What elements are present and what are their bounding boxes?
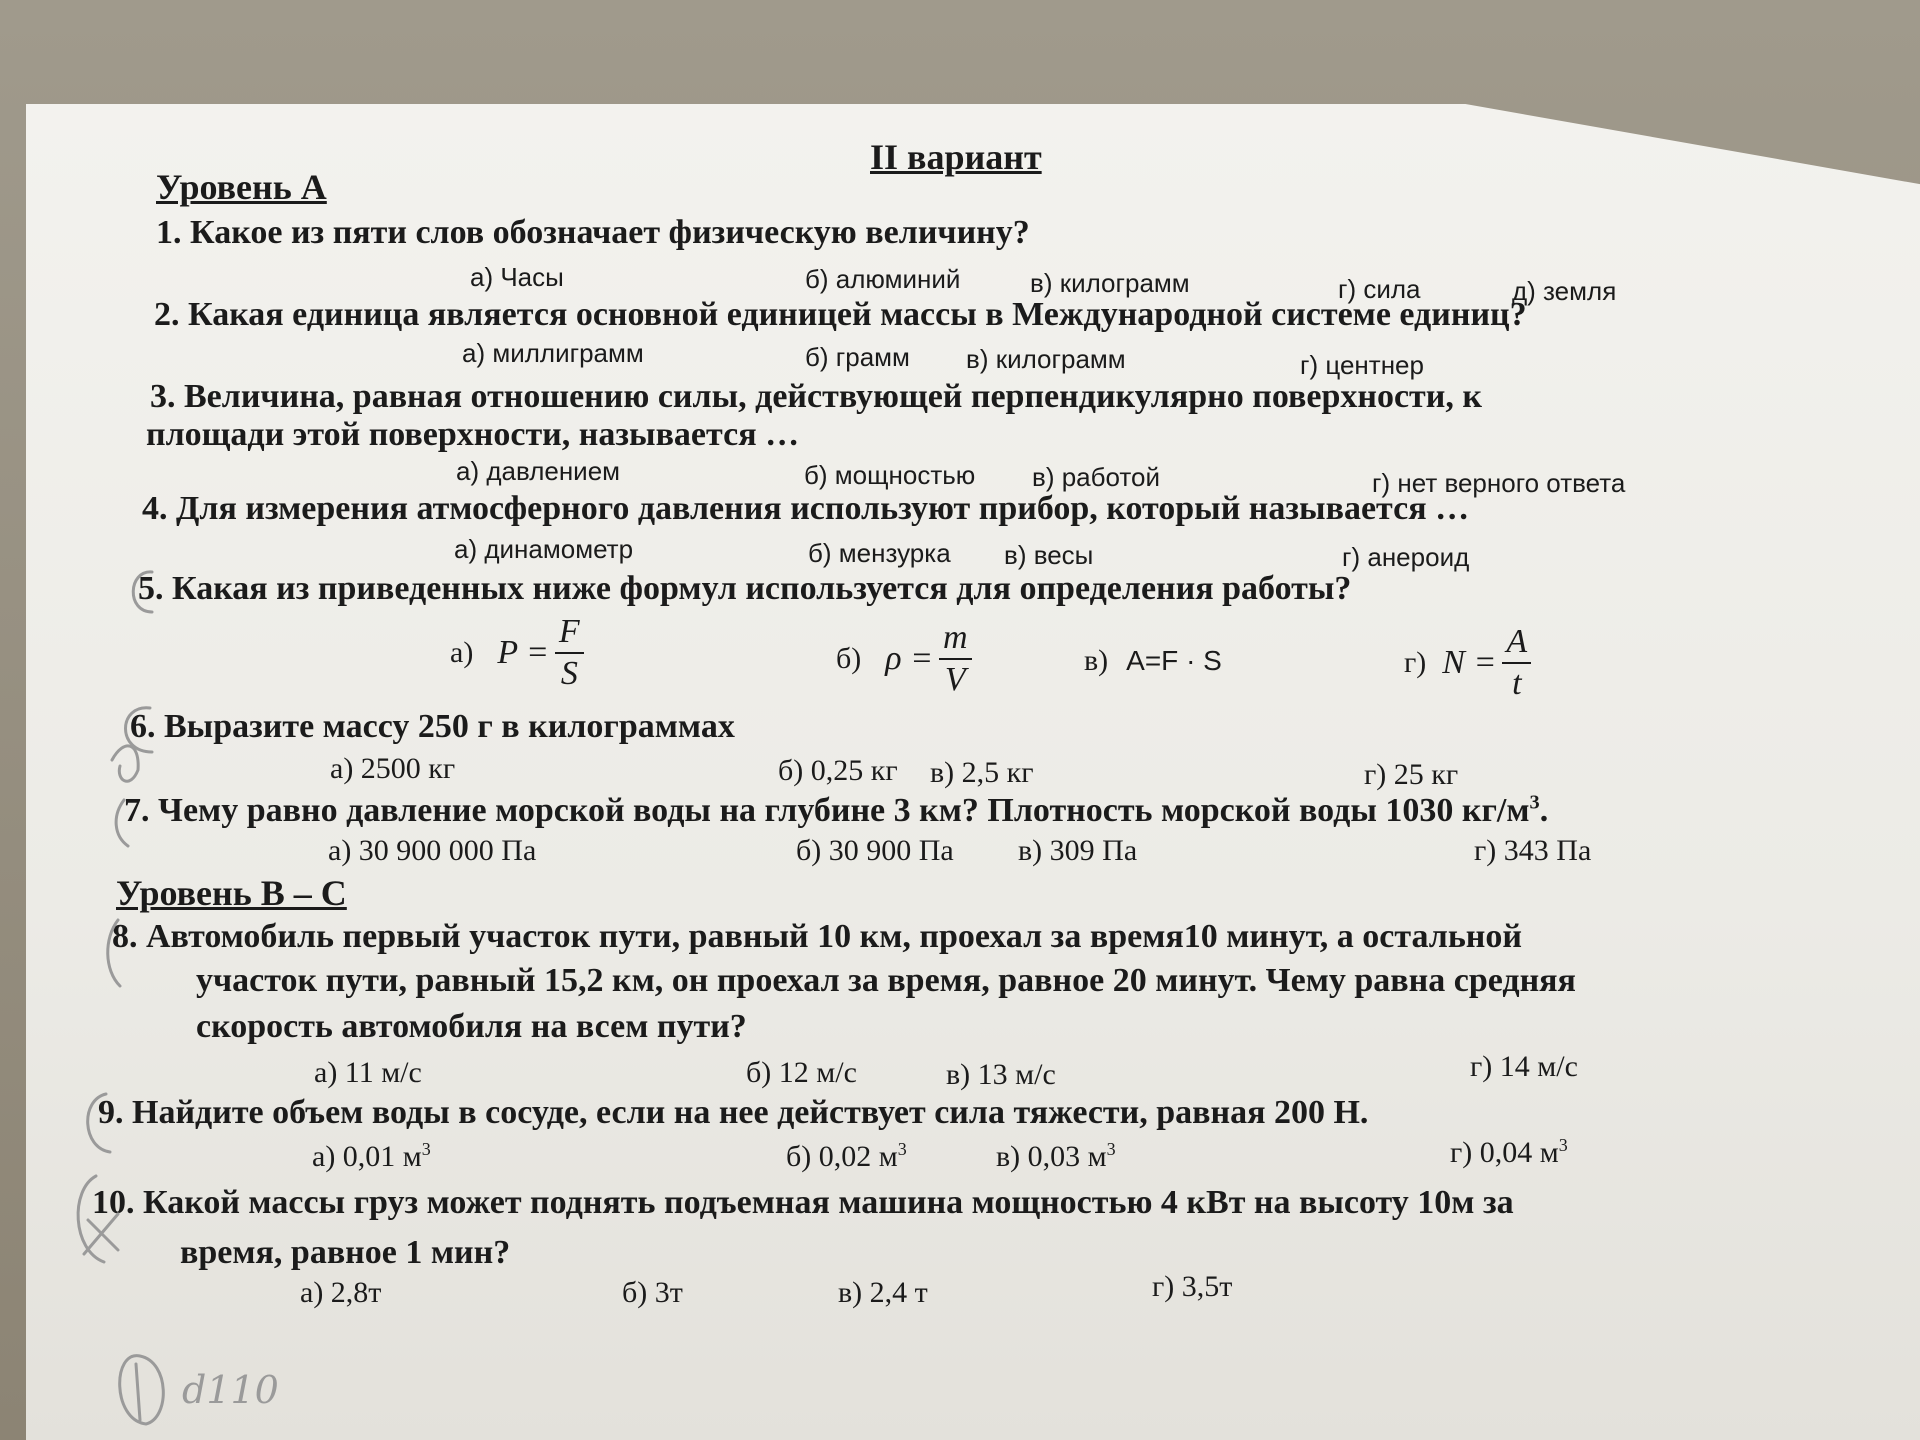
q5-option-a-lhs: P =	[497, 634, 549, 671]
q5-option-b-label: б)	[836, 642, 862, 675]
q10-option-d: г) 3,5т	[1152, 1270, 1233, 1303]
q10-option-c: в) 2,4 т	[838, 1276, 928, 1309]
q7-option-c: в) 309 Па	[1018, 834, 1138, 867]
q6-option-b: б) 0,25 кг	[778, 754, 898, 787]
q2-option-b: б) грамм	[805, 342, 910, 372]
q1-option-c: в) килограмм	[1030, 268, 1190, 298]
question-7-superscript: 3	[1529, 791, 1540, 814]
question-5: 5. Какая из приведенных ниже формул используется для определения работы?	[138, 570, 1352, 607]
q3-option-a: а) давлением	[456, 456, 621, 486]
question-8-line-1: 8. Автомобиль первый участок пути, равный 10 км, проехал за время10 минут, а остальной	[112, 918, 1522, 955]
q8-option-c: в) 13 м/с	[946, 1058, 1056, 1091]
question-10-line-2: время, равное 1 мин?	[180, 1234, 511, 1271]
question-3-line-2: площади этой поверхности, называется …	[146, 416, 800, 453]
q3-option-b: б) мощностью	[804, 460, 976, 490]
pencil-circle-bottom	[120, 1356, 164, 1424]
question-3-line-1: 3. Величина, равная отношению силы, действующей перпендикулярно поверхности, к	[150, 378, 1482, 415]
level-bc-heading: Уровень В – С	[116, 873, 347, 913]
q8-option-d: г) 14 м/с	[1470, 1050, 1578, 1083]
q5-option-a-label: а)	[450, 636, 474, 669]
q5-option-d-numerator: A	[1502, 622, 1531, 664]
q5-option-a-denominator: S	[560, 655, 578, 692]
q10-option-b: б) 3т	[622, 1276, 683, 1309]
q9-option-d-text: г) 0,04 м	[1450, 1136, 1559, 1169]
q2-option-d: г) центнер	[1300, 350, 1424, 380]
q9-option-a-text: а) 0,01 м	[312, 1140, 422, 1173]
pencil-cross-q10	[78, 1176, 118, 1262]
question-8-line-2: участок пути, равный 15,2 км, он проехал за время, равное 20 минут. Чему равна средняя	[196, 962, 1576, 999]
question-1: 1. Какое из пяти слов обозначает физическую величину?	[156, 214, 1030, 251]
level-a-heading: Уровень А	[156, 167, 327, 207]
question-4: 4. Для измерения атмосферного давления используют прибор, который называется …	[142, 490, 1470, 527]
q9-option-b-text: б) 0,02 м	[786, 1140, 898, 1173]
q5-option-c-formula: A=F · S	[1126, 645, 1222, 676]
q8-option-b: б) 12 м/с	[746, 1056, 857, 1089]
q5-option-d-lhs: N =	[1442, 644, 1497, 681]
q4-option-d: г) анероид	[1342, 542, 1470, 572]
q5-option-d-label: г)	[1404, 646, 1427, 679]
q5-option-d-denominator: t	[1512, 665, 1522, 702]
question-2: 2. Какая единица является основной единицей массы в Международной системе единиц?	[154, 296, 1527, 333]
q4-option-b: б) мензурка	[808, 538, 951, 568]
question-10-line-1: 10. Какой массы груз может поднять подъемная машина мощностью 4 кВт на высоту 10м за	[92, 1184, 1514, 1221]
pencil-circle-q9	[88, 1094, 110, 1152]
q5-option-c-label: в)	[1084, 644, 1109, 677]
q9-option-b-superscript: 3	[897, 1139, 907, 1159]
q1-option-a: а) Часы	[470, 262, 564, 292]
question-6: 6. Выразите массу 250 г в килограммах	[130, 708, 735, 745]
q1-option-d: г) сила	[1338, 274, 1421, 304]
q5-option-b-numerator: m	[939, 618, 972, 660]
q2-option-c: в) килограмм	[966, 344, 1126, 374]
q10-option-a: а) 2,8т	[300, 1276, 382, 1309]
q1-option-b: б) алюминий	[805, 264, 961, 294]
pencil-mark-q8	[108, 920, 120, 986]
question-7-text: 7. Чему равно давление морской воды на глубине 3 км? Плотность морской воды 1030 кг/м	[124, 792, 1530, 829]
q9-option-a-superscript: 3	[421, 1139, 431, 1159]
variant-title: II вариант	[870, 137, 1042, 177]
question-9: 9. Найдите объем воды в сосуде, если на нее действует сила тяжести, равная 200 Н.	[98, 1094, 1369, 1131]
q6-option-c: в) 2,5 кг	[930, 756, 1034, 789]
q9-option-d-superscript: 3	[1558, 1135, 1568, 1155]
q8-option-a: а) 11 м/с	[314, 1056, 422, 1089]
question-8-line-3: скорость автомобиля на всем пути?	[196, 1008, 747, 1045]
handwritten-note: d110	[182, 1368, 279, 1412]
q1-option-e: д) земля	[1512, 276, 1617, 306]
pencil-scribble-q6	[112, 746, 138, 781]
q4-option-a: а) динамометр	[454, 534, 634, 564]
q6-option-a: а) 2500 кг	[330, 752, 456, 785]
q3-option-c: в) работой	[1032, 462, 1160, 492]
q5-option-b-denominator: V	[944, 661, 966, 698]
question-7-end: .	[1539, 792, 1549, 829]
q9-option-c-superscript: 3	[1106, 1139, 1116, 1159]
pencil-mark-q7	[116, 800, 128, 846]
q5-option-a-numerator: F	[555, 612, 584, 654]
q7-option-a: а) 30 900 000 Па	[328, 834, 537, 867]
q4-option-c: в) весы	[1004, 540, 1094, 570]
q5-option-b-lhs: ρ =	[885, 640, 934, 677]
q7-option-b: б) 30 900 Па	[796, 834, 954, 867]
q9-option-c-text: в) 0,03 м	[996, 1140, 1107, 1173]
q3-option-d: г) нет верного ответа	[1372, 468, 1626, 498]
pencil-circle-q5	[133, 572, 152, 612]
q7-option-d: г) 343 Па	[1474, 834, 1592, 867]
q2-option-a: а) миллиграмм	[462, 338, 644, 368]
q6-option-d: г) 25 кг	[1364, 758, 1459, 791]
